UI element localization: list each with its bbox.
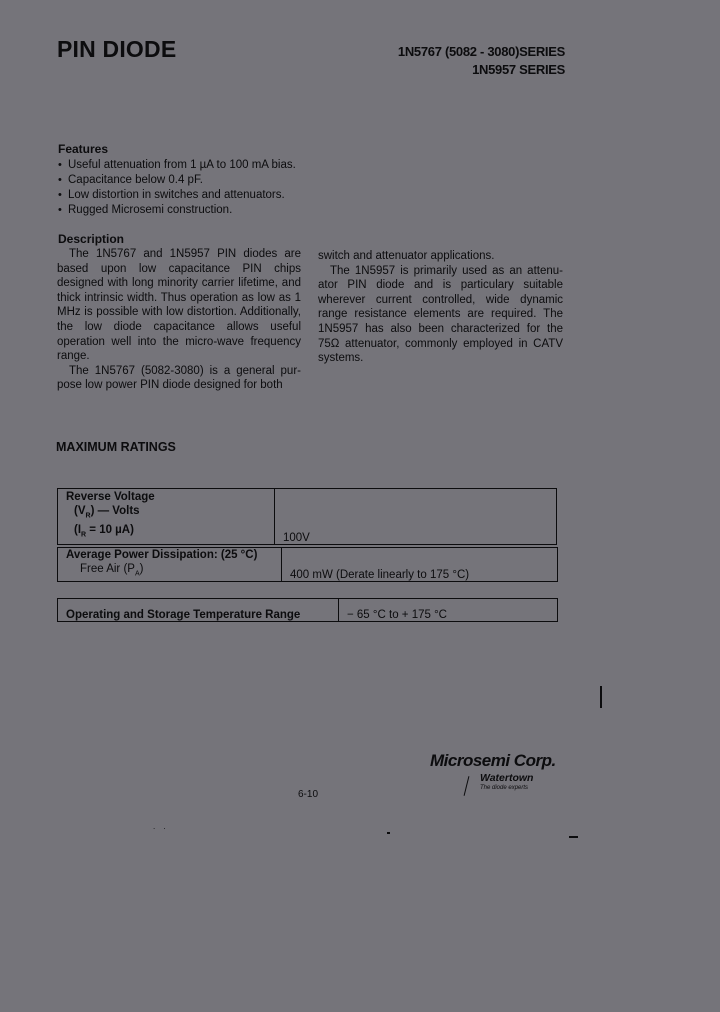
features-heading: Features <box>58 142 109 156</box>
microsemi-logo: Microsemi Corp. <box>430 751 556 770</box>
label-text: = 10 µA) <box>86 524 134 537</box>
series-line-2: 1N5957 SERIES <box>472 62 565 77</box>
label-subscript: R <box>85 512 91 520</box>
feature-item: • Low distortion in switches and attenuators. <box>58 188 296 203</box>
rating-label-line <box>66 523 266 542</box>
feature-item: • Rugged Microsemi construction. <box>58 203 296 218</box>
rating-label-line <box>66 504 266 523</box>
rating-table-power-dissipation <box>57 547 558 582</box>
rating-table-reverse-voltage <box>57 488 557 545</box>
feature-item: • Useful attenuation from 1 µA to 100 mA bias. <box>58 158 296 173</box>
scan-mark <box>387 832 390 834</box>
rating-label <box>58 548 282 582</box>
description-column-left <box>57 247 301 393</box>
description-paragraph: The 1N5767 and 1N5957 PIN diodes are based upon low capacitance PIN chips designed with long minority carrier lifetime, and thick intrinsic width. Thus operation as low as 1 MHz is possible with low distortion. Additionally, the low diode capacitance allows useful operation well into the micro-wave frequency range. <box>57 248 301 363</box>
label-text: (V <box>74 505 86 517</box>
rating-value: 100V <box>275 489 557 545</box>
rating-label-line <box>66 562 273 581</box>
maximum-ratings-heading: MAXIMUM RATINGS <box>56 440 176 454</box>
label-text: ) — Volts <box>90 505 140 517</box>
feature-item: • Capacitance below 0.4 pF. <box>58 173 296 188</box>
rating-value: − 65 °C to + 175 °C <box>339 599 558 622</box>
rating-value: 400 mW (Derate linearly to 175 °C) <box>282 548 558 582</box>
label-text: ) <box>139 563 144 575</box>
scan-dots: . . <box>153 822 169 831</box>
description-paragraph: switch and attenuator applications. <box>318 250 495 262</box>
rating-table-temperature-range <box>57 598 558 622</box>
logo-slash-icon <box>464 776 470 796</box>
series-heading <box>398 43 565 79</box>
logo-tagline: The diode experts <box>480 785 529 791</box>
label-text: Free Air (P <box>80 563 135 575</box>
description-paragraph: The 1N5957 is primarily used as an attenu-ator PIN diode and is particulary suitable wherever current controlled, wide dynamic range resistance elements are required. The 1N5957 has also been characterized for the 75Ω attenuator, commonly employed in CATV systems. <box>318 264 563 365</box>
scan-mark <box>569 836 578 838</box>
rating-label <box>58 489 275 545</box>
features-list <box>58 158 296 218</box>
page-number: 6-10 <box>298 789 319 800</box>
features-section <box>58 142 296 218</box>
rating-label-line: Average Power Dissipation: (25 °C) <box>66 549 258 561</box>
rating-label-line: Reverse Voltage <box>66 491 155 503</box>
label-subscript: R <box>81 531 87 539</box>
label-text: (I <box>74 524 82 537</box>
label-subscript: A <box>134 570 140 578</box>
page-title: PIN DIODE <box>57 36 177 62</box>
series-line-1: 1N5767 (5082 - 3080)SERIES <box>397 44 565 59</box>
rating-label: Operating and Storage Temperature Range <box>58 599 339 622</box>
description-column-right <box>318 249 563 366</box>
logo-location: Watertown <box>480 772 534 784</box>
margin-mark <box>600 686 602 708</box>
description-paragraph: The 1N5767 (5082-3080) is a general pur-pose low power PIN diode designed for both <box>57 364 301 392</box>
description-heading: Description <box>58 232 125 246</box>
